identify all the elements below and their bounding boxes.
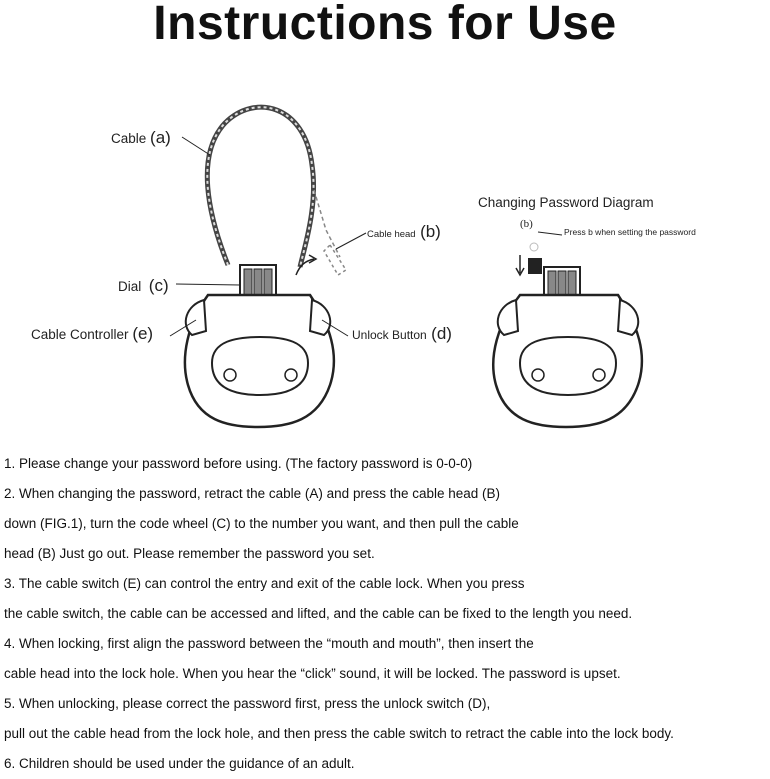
instruction-line: 3. The cable switch (E) can control the entry and exit of the cable lock. When you press bbox=[4, 576, 525, 591]
instruction-line: 5. When unlocking, please correct the password first, press the unlock switch (D), bbox=[4, 696, 491, 711]
instruction-line: pull out the cable head from the lock hole, and then press the cable switch to retract the cable into the lock body. bbox=[4, 726, 674, 741]
label-cable: Cable (a) bbox=[111, 128, 171, 147]
label-dial: Dial (c) bbox=[118, 276, 169, 295]
instructions-list bbox=[4, 449, 770, 779]
password-diagram-title: Changing Password Diagram bbox=[478, 195, 654, 210]
password-button-icon bbox=[529, 259, 541, 273]
instruction-line: 1. Please change your password before using. (The factory password is 0-0-0) bbox=[4, 456, 473, 471]
cable-controller-icon bbox=[186, 300, 206, 335]
instruction-line: cable head into the lock hole. When you hear the “click” sound, it will be locked. The password is upset. bbox=[4, 666, 621, 681]
label-unlock-button: Unlock Button (d) bbox=[352, 324, 452, 343]
cable-lock-password bbox=[493, 232, 642, 427]
label-cable-head: Cable head (b) bbox=[367, 222, 441, 241]
password-diagram-letter: (b) bbox=[520, 218, 533, 230]
instruction-line: 2. When changing the password, retract the cable (A) and press the cable head (B) bbox=[4, 486, 501, 501]
instruction-line: head (B) Just go out. Please remember the password you set. bbox=[4, 546, 375, 561]
instruction-line: down (FIG.1), turn the code wheel (C) to the number you want, and then pull the cable bbox=[4, 516, 519, 531]
label-cable-controller: Cable Controller (e) bbox=[31, 324, 154, 343]
lock-diagram bbox=[0, 95, 770, 435]
instruction-line: the cable switch, the cable can be accessed and lifted, and the cable can be fixed to the length you need. bbox=[4, 606, 633, 621]
password-diagram-note: Press b when setting the password bbox=[564, 227, 696, 237]
instruction-line: 6. Children should be used under the guidance of an adult. bbox=[4, 756, 355, 771]
page-title: Instructions for Use bbox=[153, 0, 617, 50]
cable-lock-main bbox=[185, 107, 346, 427]
instruction-line: 4. When locking, first align the password between the “mouth and mouth”, then insert the bbox=[4, 636, 534, 651]
cable-head-icon bbox=[314, 190, 340, 257]
unlock-button-icon bbox=[310, 300, 330, 335]
cable-icon bbox=[207, 107, 313, 267]
